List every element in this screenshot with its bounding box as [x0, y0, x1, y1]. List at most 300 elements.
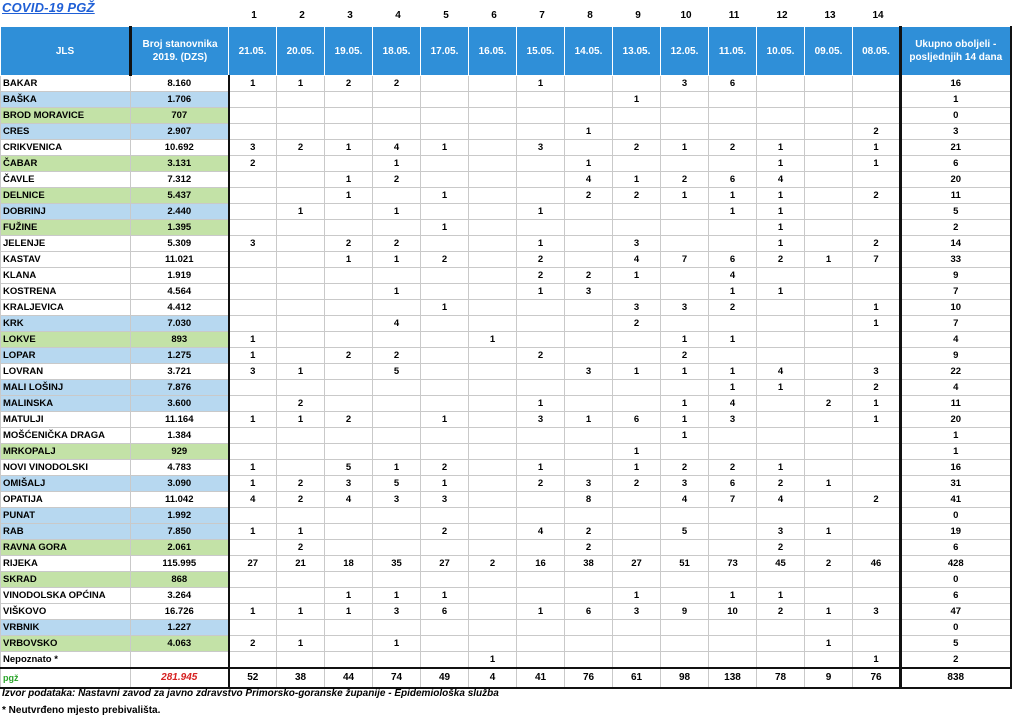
daily-cases-cell: 1	[277, 604, 325, 620]
daily-cases-cell: 1	[229, 412, 277, 428]
daily-cases-cell: 3	[517, 412, 565, 428]
table-row	[1, 604, 1011, 620]
daily-cases-cell	[805, 652, 853, 669]
daily-cases-cell	[373, 332, 421, 348]
daily-cases-cell	[325, 572, 373, 588]
daily-cases-cell	[229, 92, 277, 108]
daily-cases-cell	[229, 268, 277, 284]
daily-cases-cell	[421, 76, 469, 92]
daily-cases-cell	[325, 108, 373, 124]
daily-cases-cell: 6	[709, 476, 757, 492]
daily-cases-cell	[469, 76, 517, 92]
daily-cases-cell	[805, 188, 853, 204]
municipality-name: KASTAV	[1, 252, 131, 268]
daily-cases-cell	[469, 300, 517, 316]
daily-cases-cell: 6	[709, 172, 757, 188]
column-number: 3	[347, 10, 353, 21]
daily-cases-cell	[853, 108, 901, 124]
daily-cases-cell: 1	[277, 524, 325, 540]
column-number: 5	[443, 10, 449, 21]
daily-cases-cell	[469, 156, 517, 172]
daily-cases-cell	[613, 524, 661, 540]
daily-cases-cell	[565, 220, 613, 236]
daily-cases-cell	[661, 508, 709, 524]
daily-cases-cell	[277, 268, 325, 284]
daily-cases-cell	[421, 540, 469, 556]
daily-cases-cell	[469, 412, 517, 428]
table-row	[1, 364, 1011, 380]
daily-cases-cell: 1	[757, 204, 805, 220]
municipality-name: RAB	[1, 524, 131, 540]
daily-cases-cell	[229, 220, 277, 236]
daily-cases-cell: 1	[805, 636, 853, 652]
daily-total-cell: 38	[277, 668, 325, 688]
daily-cases-cell	[757, 508, 805, 524]
header-date: 09.05.	[805, 27, 853, 76]
daily-cases-cell	[421, 348, 469, 364]
daily-cases-cell: 1	[757, 156, 805, 172]
daily-cases-cell	[517, 108, 565, 124]
municipality-name: JELENJE	[1, 236, 131, 252]
daily-cases-cell: 2	[853, 188, 901, 204]
daily-cases-cell: 3	[229, 140, 277, 156]
daily-cases-cell: 2	[757, 476, 805, 492]
daily-cases-cell	[853, 332, 901, 348]
daily-cases-cell	[709, 620, 757, 636]
daily-cases-cell	[229, 572, 277, 588]
daily-cases-cell: 1	[517, 284, 565, 300]
daily-cases-cell: 3	[613, 236, 661, 252]
daily-cases-cell	[757, 268, 805, 284]
population-cell: 2.061	[131, 540, 229, 556]
population-cell: 7.030	[131, 316, 229, 332]
daily-cases-cell	[565, 396, 613, 412]
daily-cases-cell	[613, 396, 661, 412]
daily-cases-cell: 5	[373, 476, 421, 492]
daily-cases-cell	[277, 284, 325, 300]
daily-cases-cell	[565, 428, 613, 444]
daily-cases-cell	[613, 380, 661, 396]
total-cases-cell: 20	[901, 172, 1011, 188]
daily-cases-cell	[469, 492, 517, 508]
daily-cases-cell	[469, 572, 517, 588]
daily-cases-cell: 1	[661, 364, 709, 380]
daily-cases-cell	[325, 284, 373, 300]
population-cell: 3.721	[131, 364, 229, 380]
population-cell: 16.726	[131, 604, 229, 620]
daily-cases-cell: 1	[853, 300, 901, 316]
daily-cases-cell	[325, 300, 373, 316]
daily-cases-cell	[277, 236, 325, 252]
table-row	[1, 284, 1011, 300]
header-date: 20.05.	[277, 27, 325, 76]
daily-cases-cell	[613, 332, 661, 348]
daily-cases-cell	[277, 92, 325, 108]
header-date: 08.05.	[853, 27, 901, 76]
footer-grand-total: 838	[901, 668, 1011, 688]
daily-cases-cell: 4	[661, 492, 709, 508]
daily-cases-cell: 4	[565, 172, 613, 188]
table-row	[1, 476, 1011, 492]
column-number: 8	[587, 10, 593, 21]
daily-cases-cell	[421, 636, 469, 652]
daily-cases-cell	[757, 124, 805, 140]
daily-cases-cell: 3	[613, 300, 661, 316]
table-row	[1, 76, 1011, 92]
daily-cases-cell	[229, 188, 277, 204]
population-cell: 893	[131, 332, 229, 348]
daily-cases-cell	[325, 524, 373, 540]
daily-cases-cell	[565, 380, 613, 396]
daily-cases-cell	[565, 652, 613, 669]
daily-cases-cell: 27	[229, 556, 277, 572]
daily-cases-cell	[421, 204, 469, 220]
daily-cases-cell	[421, 156, 469, 172]
daily-cases-cell	[709, 572, 757, 588]
daily-cases-cell	[805, 140, 853, 156]
daily-total-cell: 138	[709, 668, 757, 688]
daily-cases-cell	[565, 620, 613, 636]
daily-cases-cell	[805, 236, 853, 252]
daily-cases-cell: 1	[853, 412, 901, 428]
daily-cases-cell: 3	[565, 476, 613, 492]
daily-cases-cell	[757, 76, 805, 92]
daily-cases-cell	[853, 524, 901, 540]
daily-cases-cell: 1	[373, 588, 421, 604]
municipality-name: FUŽINE	[1, 220, 131, 236]
daily-cases-cell	[709, 636, 757, 652]
daily-cases-cell	[805, 428, 853, 444]
daily-cases-cell: 1	[229, 604, 277, 620]
population-cell: 7.850	[131, 524, 229, 540]
population-cell: 5.309	[131, 236, 229, 252]
daily-cases-cell: 1	[709, 204, 757, 220]
header-date: 16.05.	[469, 27, 517, 76]
daily-cases-cell: 1	[613, 444, 661, 460]
daily-cases-cell	[421, 268, 469, 284]
footer-population-total: 281.945	[131, 668, 229, 688]
daily-cases-cell	[613, 492, 661, 508]
daily-cases-cell	[325, 380, 373, 396]
daily-cases-cell: 2	[757, 540, 805, 556]
daily-cases-cell	[805, 284, 853, 300]
daily-cases-cell	[805, 316, 853, 332]
header-date: 18.05.	[373, 27, 421, 76]
population-cell: 1.395	[131, 220, 229, 236]
total-cases-cell: 0	[901, 108, 1011, 124]
municipality-name: DOBRINJ	[1, 204, 131, 220]
daily-cases-cell	[277, 380, 325, 396]
daily-cases-cell: 3	[709, 412, 757, 428]
daily-cases-cell	[565, 316, 613, 332]
daily-cases-cell: 27	[421, 556, 469, 572]
daily-cases-cell: 73	[709, 556, 757, 572]
total-cases-cell: 10	[901, 300, 1011, 316]
daily-cases-cell	[517, 332, 565, 348]
table-row	[1, 188, 1011, 204]
source-note: Izvor podataka: Nastavni zavod za javno zdravstvo Primorsko-goranske županije - Epidemiološka služba	[2, 688, 499, 699]
daily-cases-cell	[517, 124, 565, 140]
total-cases-cell: 9	[901, 268, 1011, 284]
daily-cases-cell	[421, 284, 469, 300]
daily-cases-cell	[373, 540, 421, 556]
daily-cases-cell: 2	[517, 252, 565, 268]
daily-cases-cell: 2	[853, 492, 901, 508]
municipality-name: Nepoznato *	[1, 652, 131, 669]
table-header-row	[1, 27, 1011, 76]
column-number: 1	[251, 10, 257, 21]
header-date: 15.05.	[517, 27, 565, 76]
population-cell: 8.160	[131, 76, 229, 92]
municipality-name: KLANA	[1, 268, 131, 284]
daily-cases-cell: 1	[229, 460, 277, 476]
daily-cases-cell	[373, 188, 421, 204]
daily-cases-cell	[805, 412, 853, 428]
daily-cases-cell	[805, 268, 853, 284]
daily-cases-cell	[421, 92, 469, 108]
daily-cases-cell: 3	[565, 284, 613, 300]
daily-cases-cell: 1	[805, 604, 853, 620]
daily-cases-cell: 1	[757, 284, 805, 300]
population-cell: 4.063	[131, 636, 229, 652]
daily-cases-cell: 1	[853, 140, 901, 156]
daily-cases-cell	[757, 444, 805, 460]
daily-cases-cell: 6	[421, 604, 469, 620]
daily-cases-cell	[517, 172, 565, 188]
daily-cases-cell	[469, 92, 517, 108]
daily-cases-cell	[853, 476, 901, 492]
daily-cases-cell: 1	[661, 188, 709, 204]
daily-cases-cell	[805, 364, 853, 380]
daily-cases-cell: 2	[325, 236, 373, 252]
daily-cases-cell	[757, 396, 805, 412]
daily-cases-cell: 3	[229, 236, 277, 252]
column-number: 6	[491, 10, 497, 21]
daily-cases-cell: 1	[709, 188, 757, 204]
total-cases-cell: 9	[901, 348, 1011, 364]
daily-cases-cell	[469, 588, 517, 604]
column-number: 4	[395, 10, 401, 21]
daily-cases-cell: 1	[469, 332, 517, 348]
total-cases-cell: 11	[901, 396, 1011, 412]
daily-cases-cell	[421, 396, 469, 412]
municipality-name: OPATIJA	[1, 492, 131, 508]
daily-cases-cell	[517, 588, 565, 604]
column-number: 14	[872, 10, 884, 21]
municipality-name: KRK	[1, 316, 131, 332]
daily-cases-cell: 1	[373, 460, 421, 476]
daily-cases-cell: 38	[565, 556, 613, 572]
daily-cases-cell	[709, 220, 757, 236]
daily-cases-cell	[469, 380, 517, 396]
daily-cases-cell: 2	[277, 396, 325, 412]
daily-cases-cell: 3	[517, 140, 565, 156]
daily-cases-cell	[613, 220, 661, 236]
daily-cases-cell	[805, 300, 853, 316]
daily-cases-cell	[661, 540, 709, 556]
municipality-name: CRES	[1, 124, 131, 140]
daily-total-cell: 78	[757, 668, 805, 688]
daily-cases-cell	[325, 396, 373, 412]
column-number: 2	[299, 10, 305, 21]
daily-cases-cell	[421, 332, 469, 348]
population-cell: 1.275	[131, 348, 229, 364]
population-cell: 3.131	[131, 156, 229, 172]
daily-cases-cell	[421, 620, 469, 636]
population-cell: 4.783	[131, 460, 229, 476]
table-row	[1, 508, 1011, 524]
table-row	[1, 268, 1011, 284]
daily-cases-cell: 1	[613, 172, 661, 188]
column-number: 12	[776, 10, 788, 21]
daily-cases-cell	[469, 268, 517, 284]
table-row	[1, 332, 1011, 348]
daily-cases-cell: 27	[613, 556, 661, 572]
column-number: 13	[824, 10, 836, 21]
daily-cases-cell: 2	[853, 124, 901, 140]
daily-cases-cell: 8	[565, 492, 613, 508]
daily-cases-cell	[469, 188, 517, 204]
daily-cases-cell	[469, 316, 517, 332]
daily-cases-cell	[709, 508, 757, 524]
header-total: Ukupno oboljeli - posljednjih 14 dana	[901, 27, 1011, 76]
daily-cases-cell	[229, 380, 277, 396]
daily-cases-cell	[373, 380, 421, 396]
covid-cases-table	[0, 26, 1012, 689]
daily-cases-cell	[421, 508, 469, 524]
daily-cases-cell	[805, 348, 853, 364]
daily-cases-cell: 2	[325, 76, 373, 92]
daily-cases-cell: 1	[565, 156, 613, 172]
municipality-name: MATULJI	[1, 412, 131, 428]
total-cases-cell: 6	[901, 540, 1011, 556]
population-cell: 1.227	[131, 620, 229, 636]
daily-cases-cell	[421, 236, 469, 252]
daily-cases-cell: 1	[805, 524, 853, 540]
daily-cases-cell: 6	[565, 604, 613, 620]
daily-cases-cell	[853, 620, 901, 636]
daily-cases-cell: 1	[709, 380, 757, 396]
daily-cases-cell: 4	[373, 140, 421, 156]
daily-cases-cell: 2	[709, 140, 757, 156]
daily-cases-cell	[853, 76, 901, 92]
daily-cases-cell: 2	[373, 76, 421, 92]
table-row	[1, 172, 1011, 188]
daily-cases-cell	[661, 620, 709, 636]
daily-cases-cell: 2	[325, 348, 373, 364]
daily-cases-cell: 1	[325, 172, 373, 188]
daily-cases-cell	[709, 428, 757, 444]
daily-cases-cell: 2	[421, 524, 469, 540]
daily-cases-cell	[661, 380, 709, 396]
daily-cases-cell	[757, 348, 805, 364]
daily-cases-cell	[421, 428, 469, 444]
daily-cases-cell	[661, 316, 709, 332]
daily-cases-cell: 2	[325, 412, 373, 428]
population-cell: 4.412	[131, 300, 229, 316]
daily-cases-cell	[277, 332, 325, 348]
daily-cases-cell: 2	[709, 460, 757, 476]
daily-cases-cell: 4	[229, 492, 277, 508]
daily-cases-cell	[757, 108, 805, 124]
daily-cases-cell	[325, 316, 373, 332]
daily-cases-cell	[757, 332, 805, 348]
daily-cases-cell	[757, 92, 805, 108]
daily-cases-cell	[469, 524, 517, 540]
daily-cases-cell: 4	[709, 396, 757, 412]
daily-cases-cell	[229, 124, 277, 140]
table-row	[1, 636, 1011, 652]
municipality-name: OMIŠALJ	[1, 476, 131, 492]
daily-cases-cell	[469, 236, 517, 252]
daily-cases-cell	[709, 316, 757, 332]
daily-cases-cell: 1	[613, 268, 661, 284]
daily-cases-cell	[853, 572, 901, 588]
daily-cases-cell	[661, 236, 709, 252]
daily-cases-cell: 3	[565, 364, 613, 380]
table-row	[1, 620, 1011, 636]
daily-cases-cell	[469, 476, 517, 492]
daily-total-cell: 9	[805, 668, 853, 688]
total-cases-cell: 16	[901, 76, 1011, 92]
total-cases-cell: 21	[901, 140, 1011, 156]
population-cell: 707	[131, 108, 229, 124]
daily-cases-cell	[229, 428, 277, 444]
daily-cases-cell: 1	[709, 588, 757, 604]
daily-cases-cell	[565, 572, 613, 588]
population-cell: 7.312	[131, 172, 229, 188]
daily-cases-cell: 1	[421, 300, 469, 316]
population-cell: 10.692	[131, 140, 229, 156]
daily-cases-cell: 1	[325, 252, 373, 268]
municipality-name: VRBNIK	[1, 620, 131, 636]
daily-cases-cell	[325, 204, 373, 220]
daily-cases-cell	[709, 124, 757, 140]
daily-cases-cell: 1	[661, 412, 709, 428]
daily-cases-cell	[613, 156, 661, 172]
daily-cases-cell	[517, 444, 565, 460]
daily-cases-cell	[805, 620, 853, 636]
daily-cases-cell	[757, 428, 805, 444]
header-date: 19.05.	[325, 27, 373, 76]
daily-cases-cell	[709, 108, 757, 124]
daily-cases-cell	[517, 364, 565, 380]
daily-cases-cell	[277, 300, 325, 316]
daily-cases-cell	[757, 316, 805, 332]
daily-cases-cell	[805, 108, 853, 124]
daily-cases-cell	[565, 636, 613, 652]
daily-cases-cell	[229, 508, 277, 524]
daily-cases-cell: 3	[661, 300, 709, 316]
population-cell: 868	[131, 572, 229, 588]
population-cell: 3.264	[131, 588, 229, 604]
daily-cases-cell: 1	[229, 348, 277, 364]
daily-cases-cell: 2	[613, 140, 661, 156]
daily-cases-cell: 2	[565, 268, 613, 284]
daily-cases-cell	[469, 604, 517, 620]
daily-cases-cell: 1	[757, 140, 805, 156]
daily-cases-cell: 2	[853, 380, 901, 396]
daily-cases-cell	[229, 252, 277, 268]
daily-cases-cell: 6	[709, 252, 757, 268]
daily-cases-cell	[229, 540, 277, 556]
daily-cases-cell: 1	[757, 588, 805, 604]
daily-cases-cell: 10	[709, 604, 757, 620]
daily-cases-cell	[469, 252, 517, 268]
population-cell: 5.437	[131, 188, 229, 204]
daily-cases-cell: 16	[517, 556, 565, 572]
daily-cases-cell	[757, 620, 805, 636]
